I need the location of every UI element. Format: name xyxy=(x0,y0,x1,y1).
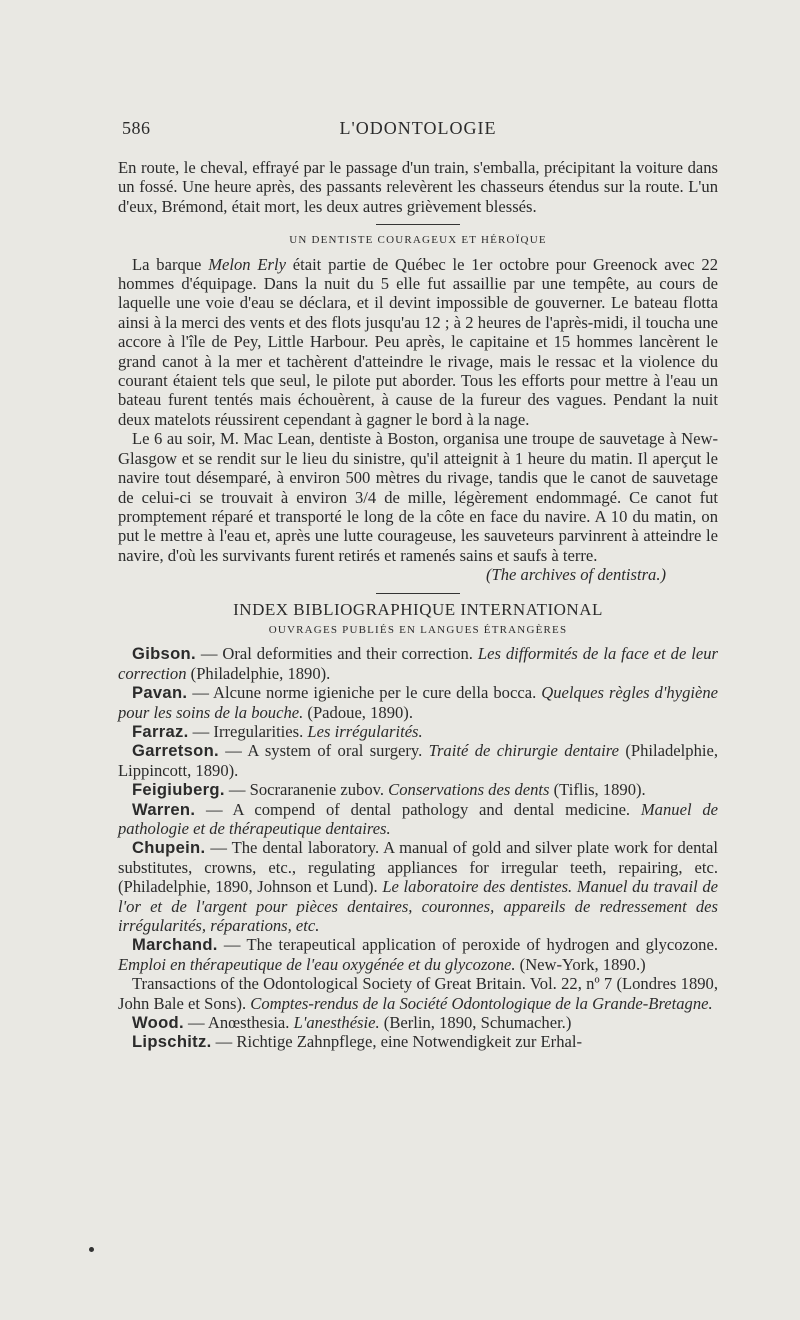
translated-title: Les irrégularités. xyxy=(307,721,423,741)
translated-title: Le laboratoire des dentistes. Manuel du travail de l'or et de l'argent pour pièces dentaires, couronnes, appareils de redressement des irrégularités, réparations, etc. xyxy=(118,877,718,936)
running-title: L'ODONTOLOGIE xyxy=(339,118,497,138)
author-name: Warren. xyxy=(132,799,196,819)
bibliography-entry xyxy=(118,935,718,974)
bibliography-entry xyxy=(118,644,718,683)
bibliography-entry xyxy=(118,722,718,741)
author-name: Marchand. xyxy=(132,935,218,955)
entry-text: — The terapeutical application of peroxide of hydrogen and glycozone. xyxy=(217,935,718,955)
translated-title: Comptes-rendus de la Société Odontologique de la Grande-Bretagne. xyxy=(250,993,713,1013)
entry-text: — The dental laboratory. A manual of gold and silver plate work for dental substitutes, crowns, etc., regulating appliances for irregular teeth, repairing, etc. (Philadelphie, 1890, Johnson et Lund). xyxy=(118,838,718,897)
author-name: Pavan. xyxy=(132,683,188,703)
entry-text: — Anœsthesia. xyxy=(183,1013,294,1033)
entry-text: — Richtige Zahnpflege, eine Notwendigkeit zur Erhal- xyxy=(211,1032,582,1052)
translated-title: Les difformités de la face et de leur correction xyxy=(118,644,719,683)
author-name: Gibson. xyxy=(132,644,196,664)
publication-info: (New-York, 1890.) xyxy=(515,954,646,974)
translated-title: Traité de chirurgie dentaire xyxy=(428,741,619,761)
author-name: Wood. xyxy=(132,1013,184,1033)
page-header xyxy=(118,118,718,142)
bibliography-entry xyxy=(118,780,718,799)
publication-info: (Padoue, 1890). xyxy=(303,702,413,722)
entry-text: — Oral deformities and their correction. xyxy=(195,644,478,664)
bibliography-entry xyxy=(118,1013,718,1032)
publication-info: (Philadelphie, Lippincott, 1890). xyxy=(118,741,718,780)
author-name: Lipschitz. xyxy=(132,1032,212,1052)
article-paragraph: Le 6 au soir, M. Mac Lean, dentiste à Boston, organisa une troupe de sauvetage à New-Glasgow et se rendit sur le lieu du sinistre, qu'il atteignit à 1 heure du matin. Il aperçut le navire tout désemparé, à environ 500 mètres du rivage, tandis que le canot de sauvetage de celui-ci se trouvait à environ 3/4 de mille, légèrement endommagé. Ce canot fut promptement réparé et transporté le long de la côte en face du navire. A 10 du matin, on put le mettre à l'eau et, après une lutte courageuse, les sauveteurs parvinrent à atteindre le navire, d'où les survivants furent retirés et ramenés sains et saufs à terre. xyxy=(118,429,718,565)
index-subtitle: OUVRAGES PUBLIÉS EN LANGUES ÉTRANGÈRES xyxy=(268,623,568,636)
translated-title: Manuel de pathologie et de thérapeutique dentaires. xyxy=(118,799,718,838)
entry-text: — Irregularities. xyxy=(188,721,308,741)
author-name: Feigiuberg. xyxy=(132,780,225,800)
page-number: 586 xyxy=(122,118,151,138)
translated-title: Quelques règles d'hygiène pour les soins de la bouche. xyxy=(118,683,719,722)
section-divider xyxy=(376,224,460,225)
bibliography-entry xyxy=(118,1032,718,1051)
publication-info: (Philadelphie, 1890). xyxy=(186,663,331,683)
ship-name: Melon Erly xyxy=(208,254,286,274)
publication-info: (Tiflis, 1890). xyxy=(549,780,646,800)
bibliography-entry xyxy=(118,974,718,1013)
section-divider xyxy=(376,593,460,594)
author-name: Chupein. xyxy=(132,838,206,858)
entry-text: — Socraranenie zubov. xyxy=(224,780,389,800)
entry-text: Transactions of the Odontological Society of Great Britain. Vol. 22, nº 7 (Londres 1890, John Bale et Sons). xyxy=(118,974,718,1013)
translated-title: Emploi en thérapeutique de l'eau oxygénée et du glycozone. xyxy=(118,954,516,974)
author-name: Farraz. xyxy=(132,721,189,741)
author-name: Garretson. xyxy=(132,741,219,761)
paragraph-text: était partie de Québec le 1er octobre pour Greenock avec 22 hommes d'équipage. Dans la nuit du 5 elle fut assaillie par une tempête, au cours de laquelle une voie d'eau se déclara, et il devint impossible de gouverner. Le bateau flotta ainsi à la merci des vents et des flots jusqu'au 12 ; à 2 heures de l'après-midi, il toucha une accore à l'île de Pey, Little Harbour. Peu après, le capitaine et 15 hommes lancèrent le grand canot à la mer et tachèrent d'atteindre le rivage, mais le ressac et la violence du courant étaient tels que seul, le pilote put aborder. Tous les efforts pour mettre à l'eau un bateau furent tentés mais échouèrent, à cause de la fureur des vagues. Pendant la nuit deux matelots réussirent cependant à gagner le bord à la nage. xyxy=(118,254,718,429)
ink-spot xyxy=(89,1247,94,1252)
bibliography-entry xyxy=(118,741,718,780)
index-title: INDEX BIBLIOGRAPHIQUE INTERNATIONAL xyxy=(233,599,603,619)
publication-info: (Berlin, 1890, Schumacher.) xyxy=(379,1013,572,1033)
section-title: UN DENTISTE COURAGEUX ET HÉROÏQUE xyxy=(289,234,547,247)
article-paragraph xyxy=(118,255,718,430)
entry-text: — Alcune norme igieniche per le cure della bocca. xyxy=(187,683,542,703)
paragraph-text: La barque xyxy=(132,254,209,274)
entry-text: — A compend of dental pathology and dental medicine. xyxy=(195,799,641,819)
entry-text: — A system of oral surgery. xyxy=(218,741,429,761)
translated-title: Conservations des dents xyxy=(388,780,550,800)
intro-paragraph: En route, le cheval, effrayé par le passage d'un train, s'emballa, précipitant la voiture dans un fossé. Une heure après, des passants relevèrent les chasseurs étendus sur la route. L'un d'eux, Brémond, était mort, les deux autres grièvement blessés. xyxy=(118,158,718,216)
bibliography-entry xyxy=(118,838,718,935)
translated-title: L'anesthésie. xyxy=(293,1013,380,1033)
source-citation: (The archives of dentistra.) xyxy=(485,565,666,585)
bibliography-entry xyxy=(118,800,718,839)
page-body xyxy=(118,158,718,1052)
bibliography-entry xyxy=(118,683,718,722)
bibliography-list xyxy=(118,644,718,1052)
